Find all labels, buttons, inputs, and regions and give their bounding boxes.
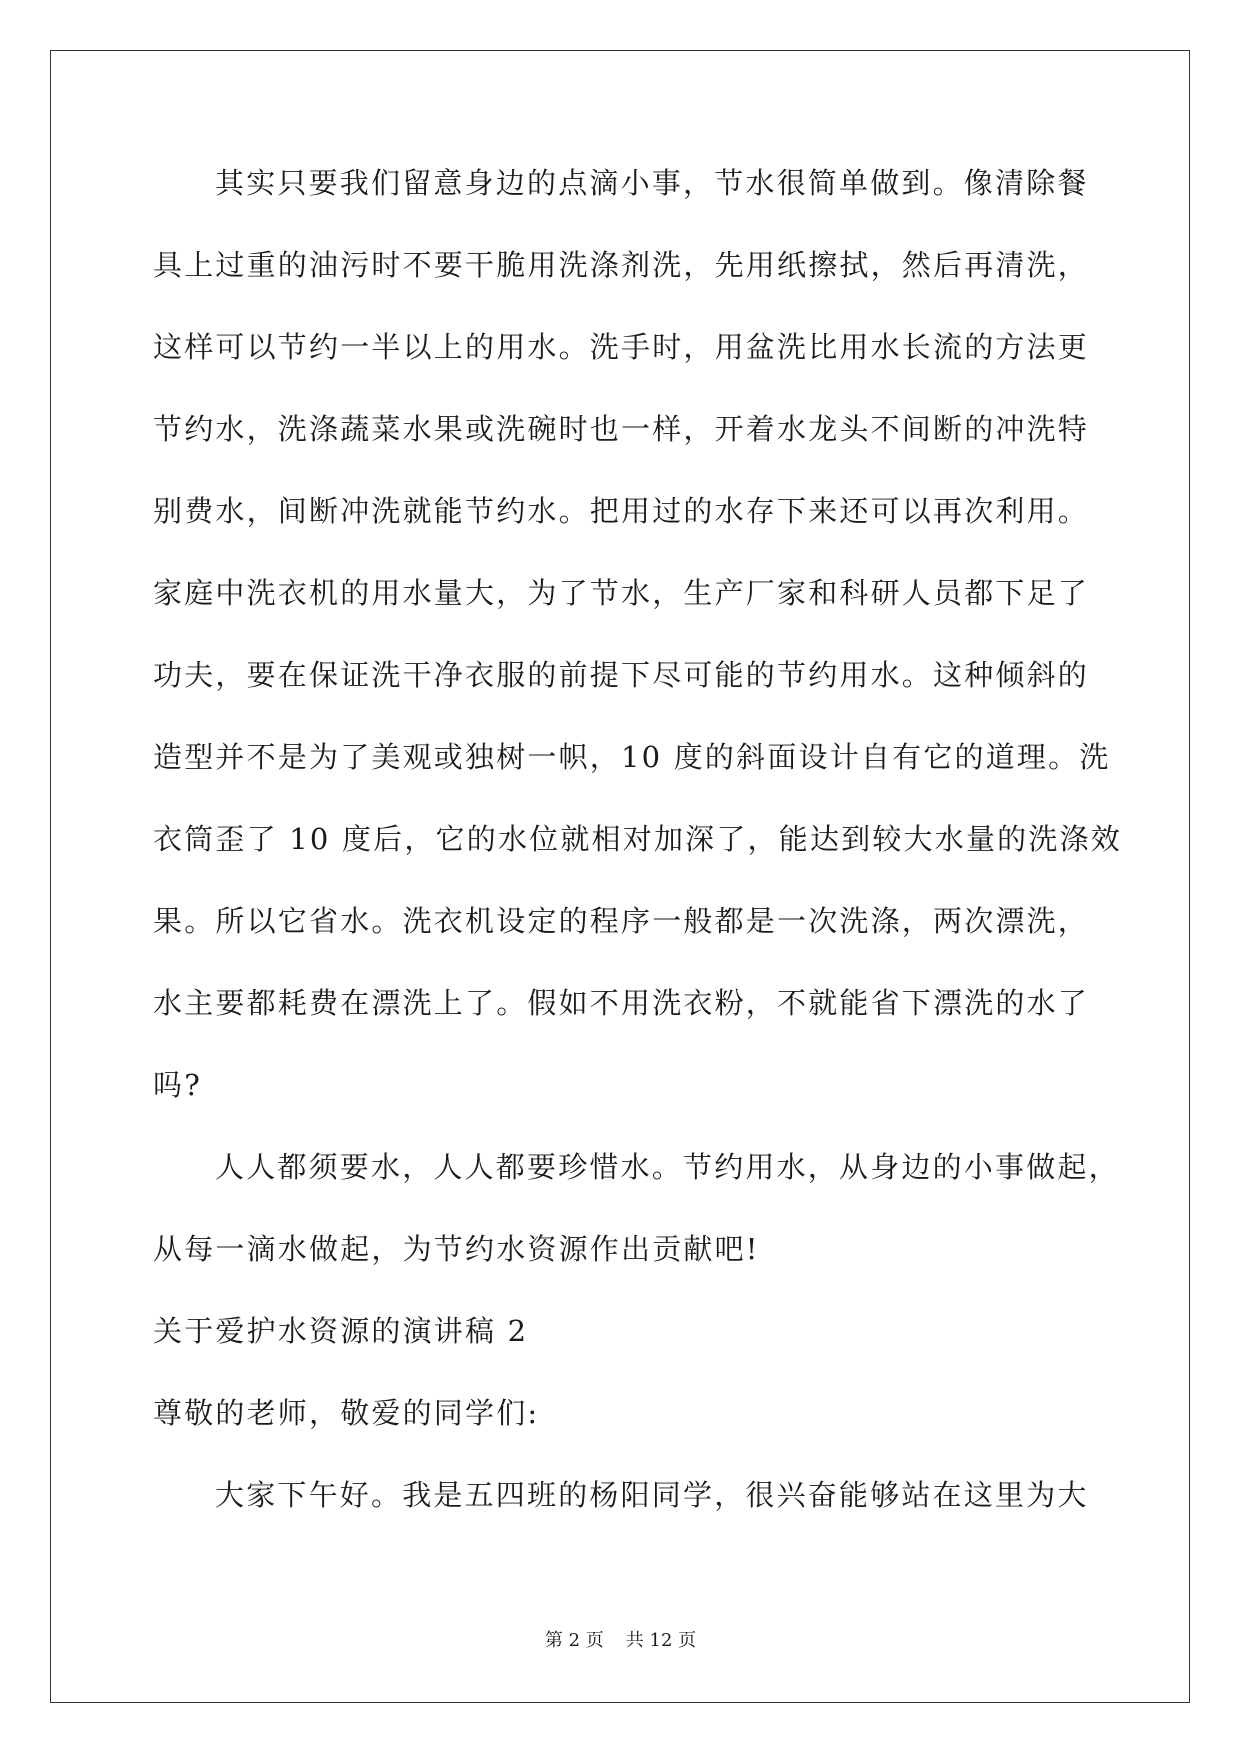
- paragraph-line: 果。所以它省水。洗衣机设定的程序一般都是一次洗涤，两次漂洗，: [153, 904, 1090, 938]
- paragraph-line: 大家下午好。我是五四班的杨阳同学，很兴奋能够站在这里为大: [215, 1478, 1089, 1512]
- paragraph-line: 其实只要我们留意身边的点滴小事，节水很简单做到。像清除餐: [215, 166, 1089, 200]
- paragraph-line: 这样可以节约一半以上的用水。洗手时，用盆洗比用水长流的方法更: [153, 330, 1090, 364]
- paragraph-line: 衣筒歪了 10 度后，它的水位就相对加深了，能达到较大水量的洗涤效: [153, 822, 1122, 856]
- section-title: 关于爱护水资源的演讲稿 2: [153, 1314, 529, 1348]
- page-number-current: 第 2 页: [544, 1630, 604, 1651]
- paragraph-line: 功夫，要在保证洗干净衣服的前提下尽可能的节约用水。这种倾斜的: [153, 658, 1090, 692]
- paragraph-line: 具上过重的油污时不要干脆用洗涤剂洗，先用纸擦拭，然后再清洗，: [153, 248, 1090, 282]
- paragraph-line: 人人都须要水，人人都要珍惜水。节约用水，从身边的小事做起，: [215, 1150, 1120, 1184]
- salutation: 尊敬的老师，敬爱的同学们:: [153, 1396, 540, 1430]
- document-body: [153, 165, 1122, 1559]
- paragraph-line: 别费水，间断冲洗就能节约水。把用过的水存下来还可以再次利用。: [153, 494, 1090, 528]
- paragraph-line: 吗?: [153, 1068, 202, 1102]
- paragraph-line: 家庭中洗衣机的用水量大，为了节水，生产厂家和科研人员都下足了: [153, 576, 1090, 610]
- paragraph-line: 水主要都耗费在漂洗上了。假如不用洗衣粉，不就能省下漂洗的水了: [153, 986, 1090, 1020]
- paragraph-line: 节约水，洗涤蔬菜水果或洗碗时也一样，开着水龙头不间断的冲洗特: [153, 412, 1090, 446]
- paragraph-line: 造型并不是为了美观或独树一帜，10 度的斜面设计自有它的道理。洗: [153, 740, 1111, 774]
- paragraph-line: 从每一滴水做起，为节约水资源作出贡献吧!: [153, 1232, 760, 1266]
- page-footer: [0, 1626, 1241, 1652]
- page-number-total: 共 12 页: [625, 1630, 697, 1651]
